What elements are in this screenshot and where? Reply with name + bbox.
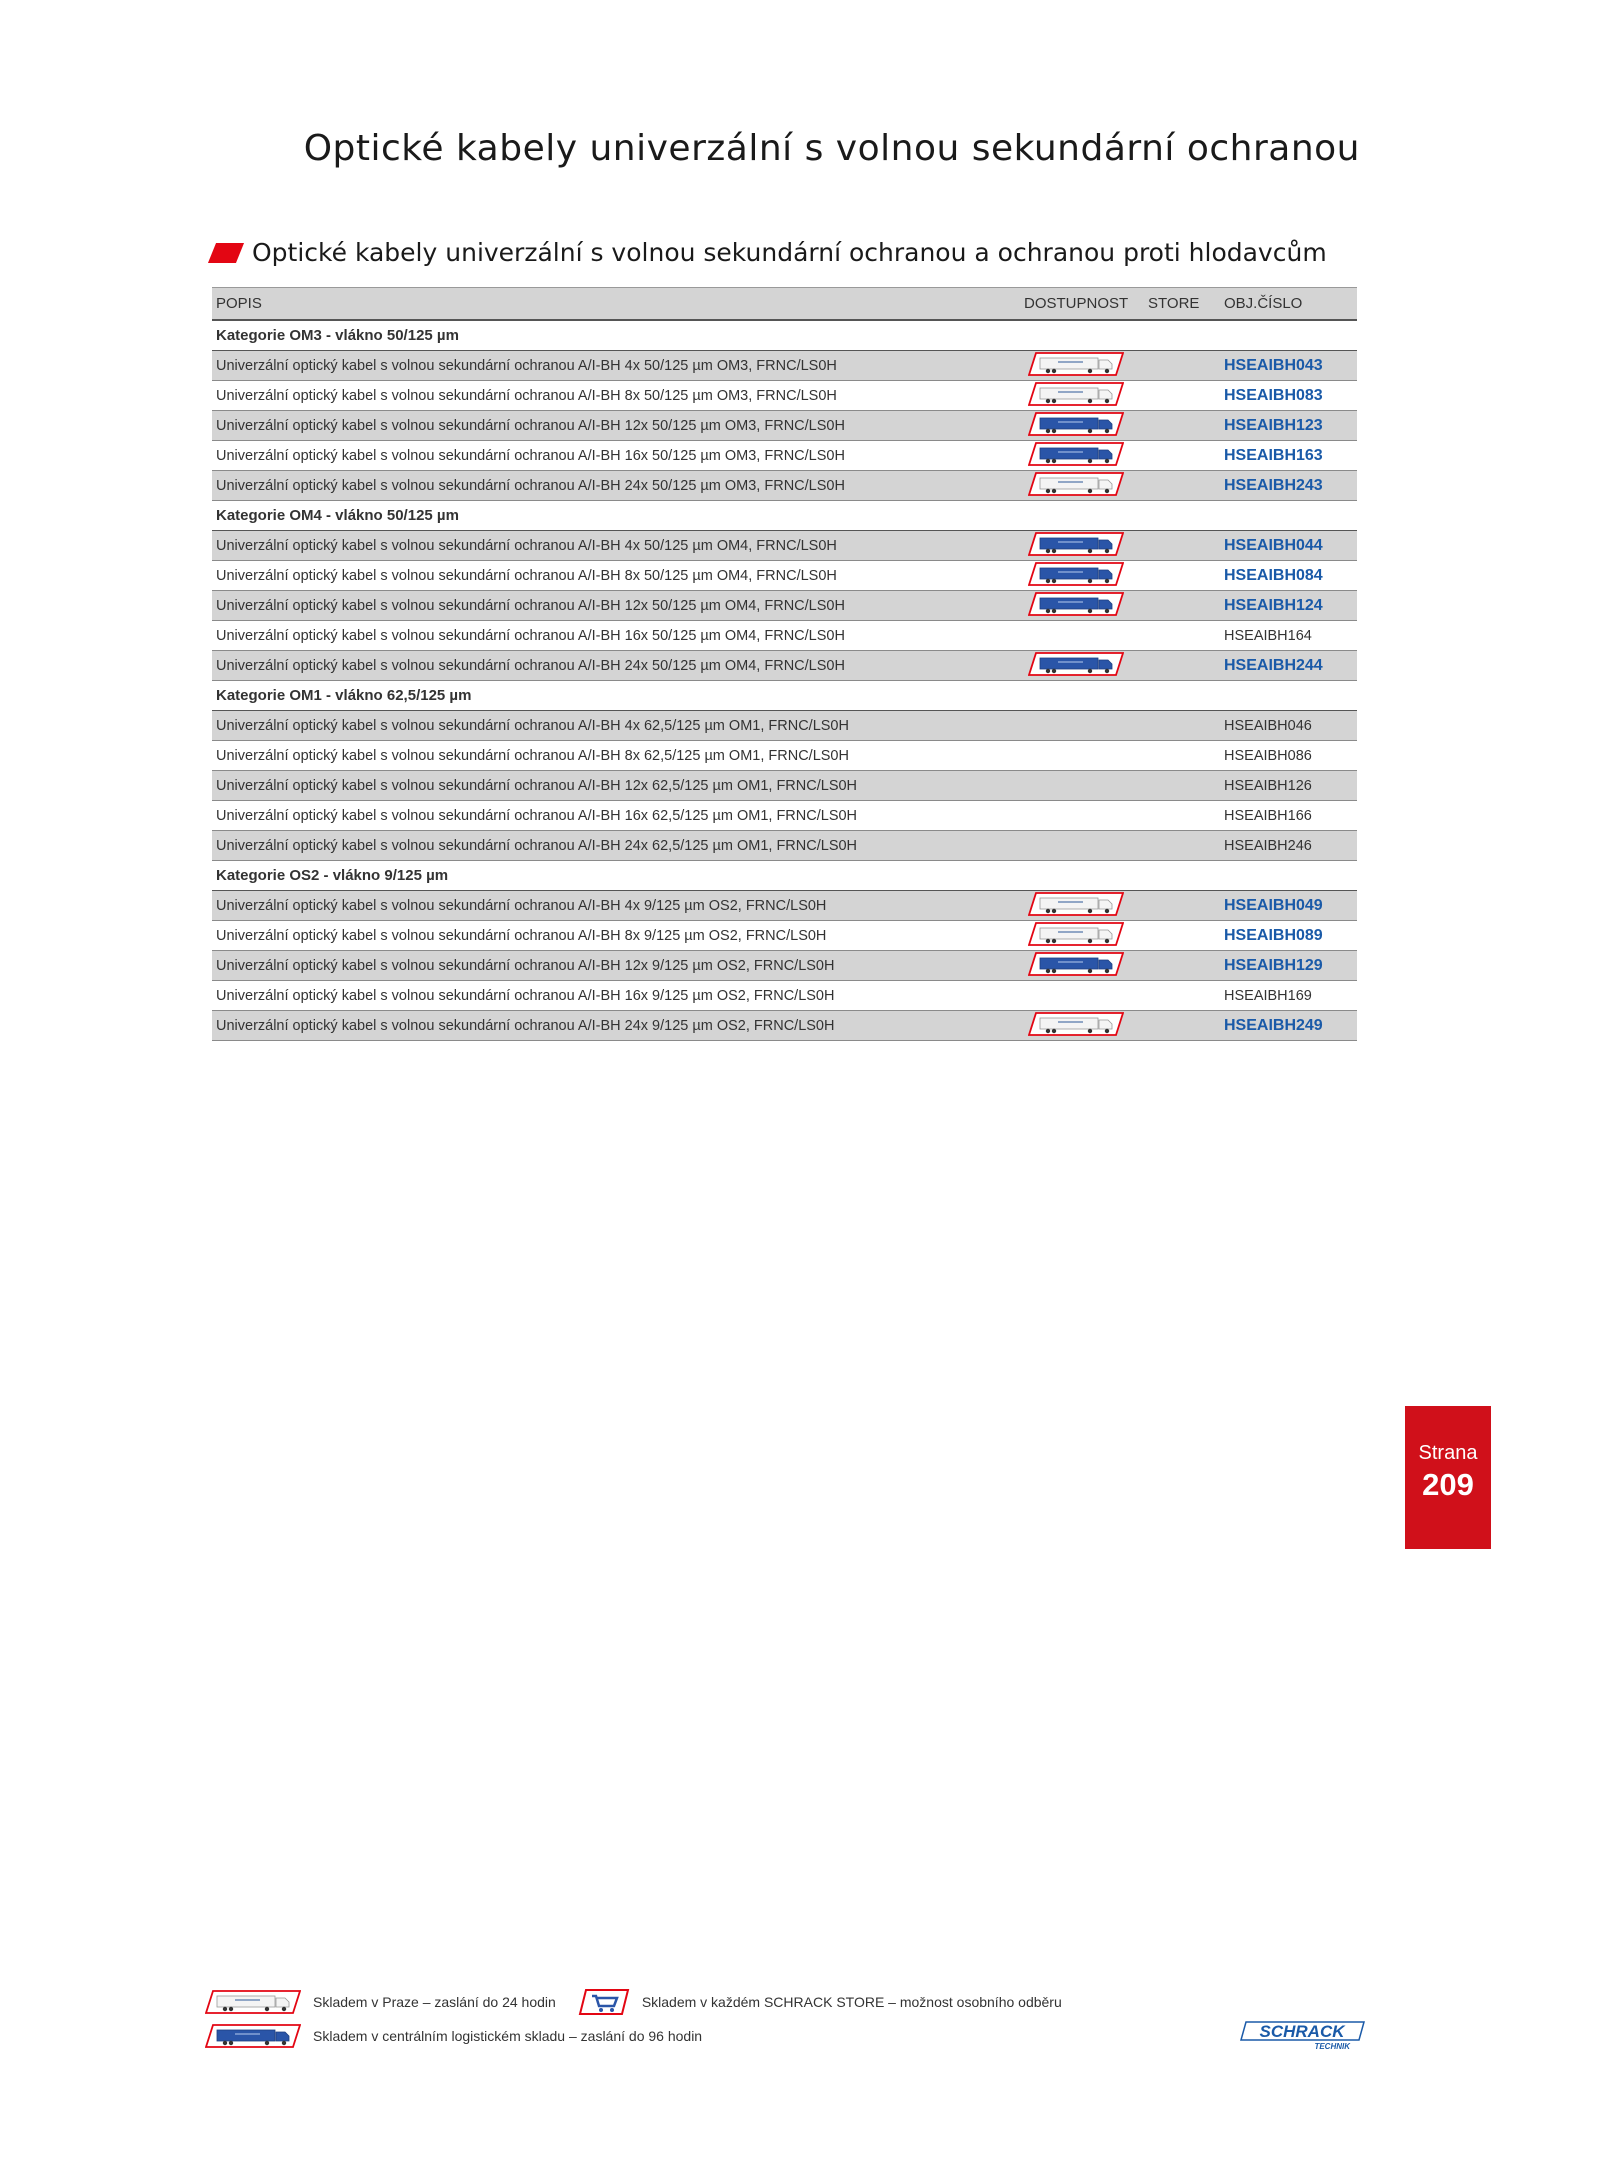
blue-truck-icon <box>1028 952 1124 976</box>
order-number[interactable]: HSEAIBH049 <box>1224 896 1323 914</box>
white-truck-icon <box>1028 352 1124 376</box>
availability-cell <box>1024 652 1148 680</box>
table-row <box>212 651 1357 681</box>
product-description: Univerzální optický kabel s volnou sekundární ochranou A/I-BH 4x 50/125 µm OM3, FRNC/LS0H <box>216 357 837 374</box>
table-row <box>212 1011 1357 1041</box>
table-row <box>212 831 1357 861</box>
product-description: Univerzální optický kabel s volnou sekundární ochranou A/I-BH 24x 62,5/125 µm OM1, FRNC/LS0H <box>216 837 858 854</box>
table-header <box>212 287 1357 321</box>
category-label: Kategorie OM1 - vlákno 62,5/125 µm <box>216 687 472 704</box>
product-description: Univerzální optický kabel s volnou sekundární ochranou A/I-BH 4x 50/125 µm OM4, FRNC/LS0H <box>216 537 837 554</box>
category-label: Kategorie OM4 - vlákno 50/125 µm <box>216 507 459 524</box>
product-description: Univerzální optický kabel s volnou sekundární ochranou A/I-BH 12x 50/125 µm OM4, FRNC/LS0H <box>216 597 845 614</box>
category-row <box>212 501 1357 531</box>
order-number[interactable]: HSEAIBH123 <box>1224 416 1323 434</box>
table-row <box>212 951 1357 981</box>
table-row <box>212 621 1357 651</box>
product-table <box>212 287 1357 1041</box>
order-number[interactable]: HSEAIBH089 <box>1224 926 1323 944</box>
product-description: Univerzální optický kabel s volnou sekundární ochranou A/I-BH 16x 50/125 µm OM4, FRNC/LS0H <box>216 627 845 644</box>
order-number[interactable]: HSEAIBH249 <box>1224 1016 1323 1034</box>
legend-prague <box>205 1990 556 2014</box>
product-description: Univerzální optický kabel s volnou sekundární ochranou A/I-BH 12x 62,5/125 µm OM1, FRNC/LS0H <box>216 777 858 794</box>
availability-cell <box>1024 442 1148 470</box>
availability-cell <box>1024 1012 1148 1040</box>
white-truck-icon <box>1028 922 1124 946</box>
table-row <box>212 441 1357 471</box>
order-number[interactable]: HSEAIBH244 <box>1224 656 1323 674</box>
availability-cell <box>1024 382 1148 410</box>
order-number: HSEAIBH169 <box>1224 987 1312 1004</box>
legend-prague-text: Skladem v Praze – zaslání do 24 hodin <box>313 1994 556 2010</box>
blue-truck-icon <box>1028 412 1124 436</box>
svg-text:TECHNIK: TECHNIK <box>1314 2042 1350 2051</box>
white-truck-icon <box>1028 472 1124 496</box>
product-description: Univerzální optický kabel s volnou sekundární ochranou A/I-BH 24x 50/125 µm OM4, FRNC/LS0H <box>216 657 845 674</box>
product-description: Univerzální optický kabel s volnou sekundární ochranou A/I-BH 16x 50/125 µm OM3, FRNC/LS0H <box>216 447 845 464</box>
availability-cell <box>1024 532 1148 560</box>
table-row <box>212 591 1357 621</box>
availability-cell <box>1024 472 1148 500</box>
category-label: Kategorie OS2 - vlákno 9/125 µm <box>216 867 449 884</box>
header-avail: DOSTUPNOST <box>1024 295 1129 312</box>
white-truck-icon <box>1028 382 1124 406</box>
availability-cell <box>1024 412 1148 440</box>
table-row <box>212 711 1357 741</box>
blue-truck-icon <box>1028 592 1124 616</box>
white-truck-icon <box>205 1990 301 2014</box>
product-description: Univerzální optický kabel s volnou sekundární ochranou A/I-BH 12x 9/125 µm OS2, FRNC/LS0H <box>216 957 835 974</box>
section-title-text: Optické kabely univerzální s volnou sekundární ochranou a ochranou proti hlodavcům <box>252 238 1327 267</box>
order-number[interactable]: HSEAIBH243 <box>1224 476 1323 494</box>
availability-cell <box>1024 922 1148 950</box>
category-row <box>212 321 1357 351</box>
white-truck-icon <box>1028 1012 1124 1036</box>
table-row <box>212 891 1357 921</box>
product-description: Univerzální optický kabel s volnou sekundární ochranou A/I-BH 16x 9/125 µm OS2, FRNC/LS0H <box>216 987 835 1004</box>
product-description: Univerzální optický kabel s volnou sekundární ochranou A/I-BH 8x 50/125 µm OM4, FRNC/LS0H <box>216 567 837 584</box>
order-number[interactable]: HSEAIBH124 <box>1224 596 1323 614</box>
table-row <box>212 351 1357 381</box>
blue-truck-icon <box>1028 652 1124 676</box>
page-title: Optické kabely univerzální s volnou sekundární ochranou <box>303 128 1360 169</box>
blue-truck-icon <box>1028 442 1124 466</box>
product-description: Univerzální optický kabel s volnou sekundární ochranou A/I-BH 16x 62,5/125 µm OM1, FRNC/LS0H <box>216 807 858 824</box>
product-description: Univerzální optický kabel s volnou sekundární ochranou A/I-BH 4x 62,5/125 µm OM1, FRNC/LS0H <box>216 717 849 734</box>
order-number[interactable]: HSEAIBH083 <box>1224 386 1323 404</box>
availability-cell <box>1024 952 1148 980</box>
blue-truck-icon <box>1028 532 1124 556</box>
product-description: Univerzální optický kabel s volnou sekundární ochranou A/I-BH 24x 9/125 µm OS2, FRNC/LS0H <box>216 1017 835 1034</box>
table-row <box>212 381 1357 411</box>
product-description: Univerzální optický kabel s volnou sekundární ochranou A/I-BH 8x 62,5/125 µm OM1, FRNC/LS0H <box>216 747 849 764</box>
availability-cell <box>1024 892 1148 920</box>
availability-cell <box>1024 592 1148 620</box>
table-row <box>212 921 1357 951</box>
header-code: OBJ.ČÍSLO <box>1224 295 1303 312</box>
legend-central <box>205 2024 702 2048</box>
section-title <box>212 238 1327 267</box>
svg-text:SCHRACK: SCHRACK <box>1259 2022 1345 2041</box>
table-row <box>212 741 1357 771</box>
blue-truck-icon <box>1028 562 1124 586</box>
category-row <box>212 681 1357 711</box>
table-body <box>212 321 1357 1041</box>
table-row <box>212 411 1357 441</box>
table-row <box>212 981 1357 1011</box>
product-description: Univerzální optický kabel s volnou sekundární ochranou A/I-BH 12x 50/125 µm OM3, FRNC/LS0H <box>216 417 845 434</box>
table-row <box>212 771 1357 801</box>
availability-cell <box>1024 562 1148 590</box>
order-number: HSEAIBH166 <box>1224 807 1312 824</box>
product-description: Univerzální optický kabel s volnou sekundární ochranou A/I-BH 8x 9/125 µm OS2, FRNC/LS0H <box>216 927 827 944</box>
legend-store <box>578 1989 1062 2015</box>
legend <box>205 1985 1084 2053</box>
order-number[interactable]: HSEAIBH163 <box>1224 446 1323 464</box>
category-label: Kategorie OM3 - vlákno 50/125 µm <box>216 327 459 344</box>
header-store: STORE <box>1148 295 1200 312</box>
blue-truck-icon <box>205 2024 301 2048</box>
page-number: 209 <box>1422 1467 1474 1502</box>
product-description: Univerzální optický kabel s volnou sekundární ochranou A/I-BH 4x 9/125 µm OS2, FRNC/LS0H <box>216 897 827 914</box>
category-row <box>212 861 1357 891</box>
order-number: HSEAIBH164 <box>1224 627 1312 644</box>
product-description: Univerzální optický kabel s volnou sekundární ochranou A/I-BH 24x 50/125 µm OM3, FRNC/LS0H <box>216 477 845 494</box>
schrack-logo <box>1240 2020 1365 2052</box>
legend-central-text: Skladem v centrálním logistickém skladu – zaslání do 96 hodin <box>313 2028 703 2044</box>
page-label: Strana <box>1418 1442 1478 1464</box>
table-row <box>212 801 1357 831</box>
page-number-tab <box>1405 1406 1491 1549</box>
order-number: HSEAIBH246 <box>1224 837 1312 854</box>
order-number[interactable]: HSEAIBH084 <box>1224 566 1323 584</box>
section-marker-icon <box>208 243 244 263</box>
order-number[interactable]: HSEAIBH044 <box>1224 536 1323 554</box>
legend-store-text: Skladem v každém SCHRACK STORE – možnost osobního odběru <box>641 1994 1062 2010</box>
order-number: HSEAIBH086 <box>1224 747 1312 764</box>
availability-cell <box>1024 352 1148 380</box>
order-number[interactable]: HSEAIBH129 <box>1224 956 1323 974</box>
product-description: Univerzální optický kabel s volnou sekundární ochranou A/I-BH 8x 50/125 µm OM3, FRNC/LS0H <box>216 387 837 404</box>
order-number[interactable]: HSEAIBH043 <box>1224 356 1323 374</box>
cart-icon <box>578 1989 630 2015</box>
order-number: HSEAIBH126 <box>1224 777 1312 794</box>
table-row <box>212 561 1357 591</box>
white-truck-icon <box>1028 892 1124 916</box>
header-desc: POPIS <box>216 295 262 312</box>
table-row <box>212 531 1357 561</box>
table-row <box>212 471 1357 501</box>
order-number: HSEAIBH046 <box>1224 717 1312 734</box>
